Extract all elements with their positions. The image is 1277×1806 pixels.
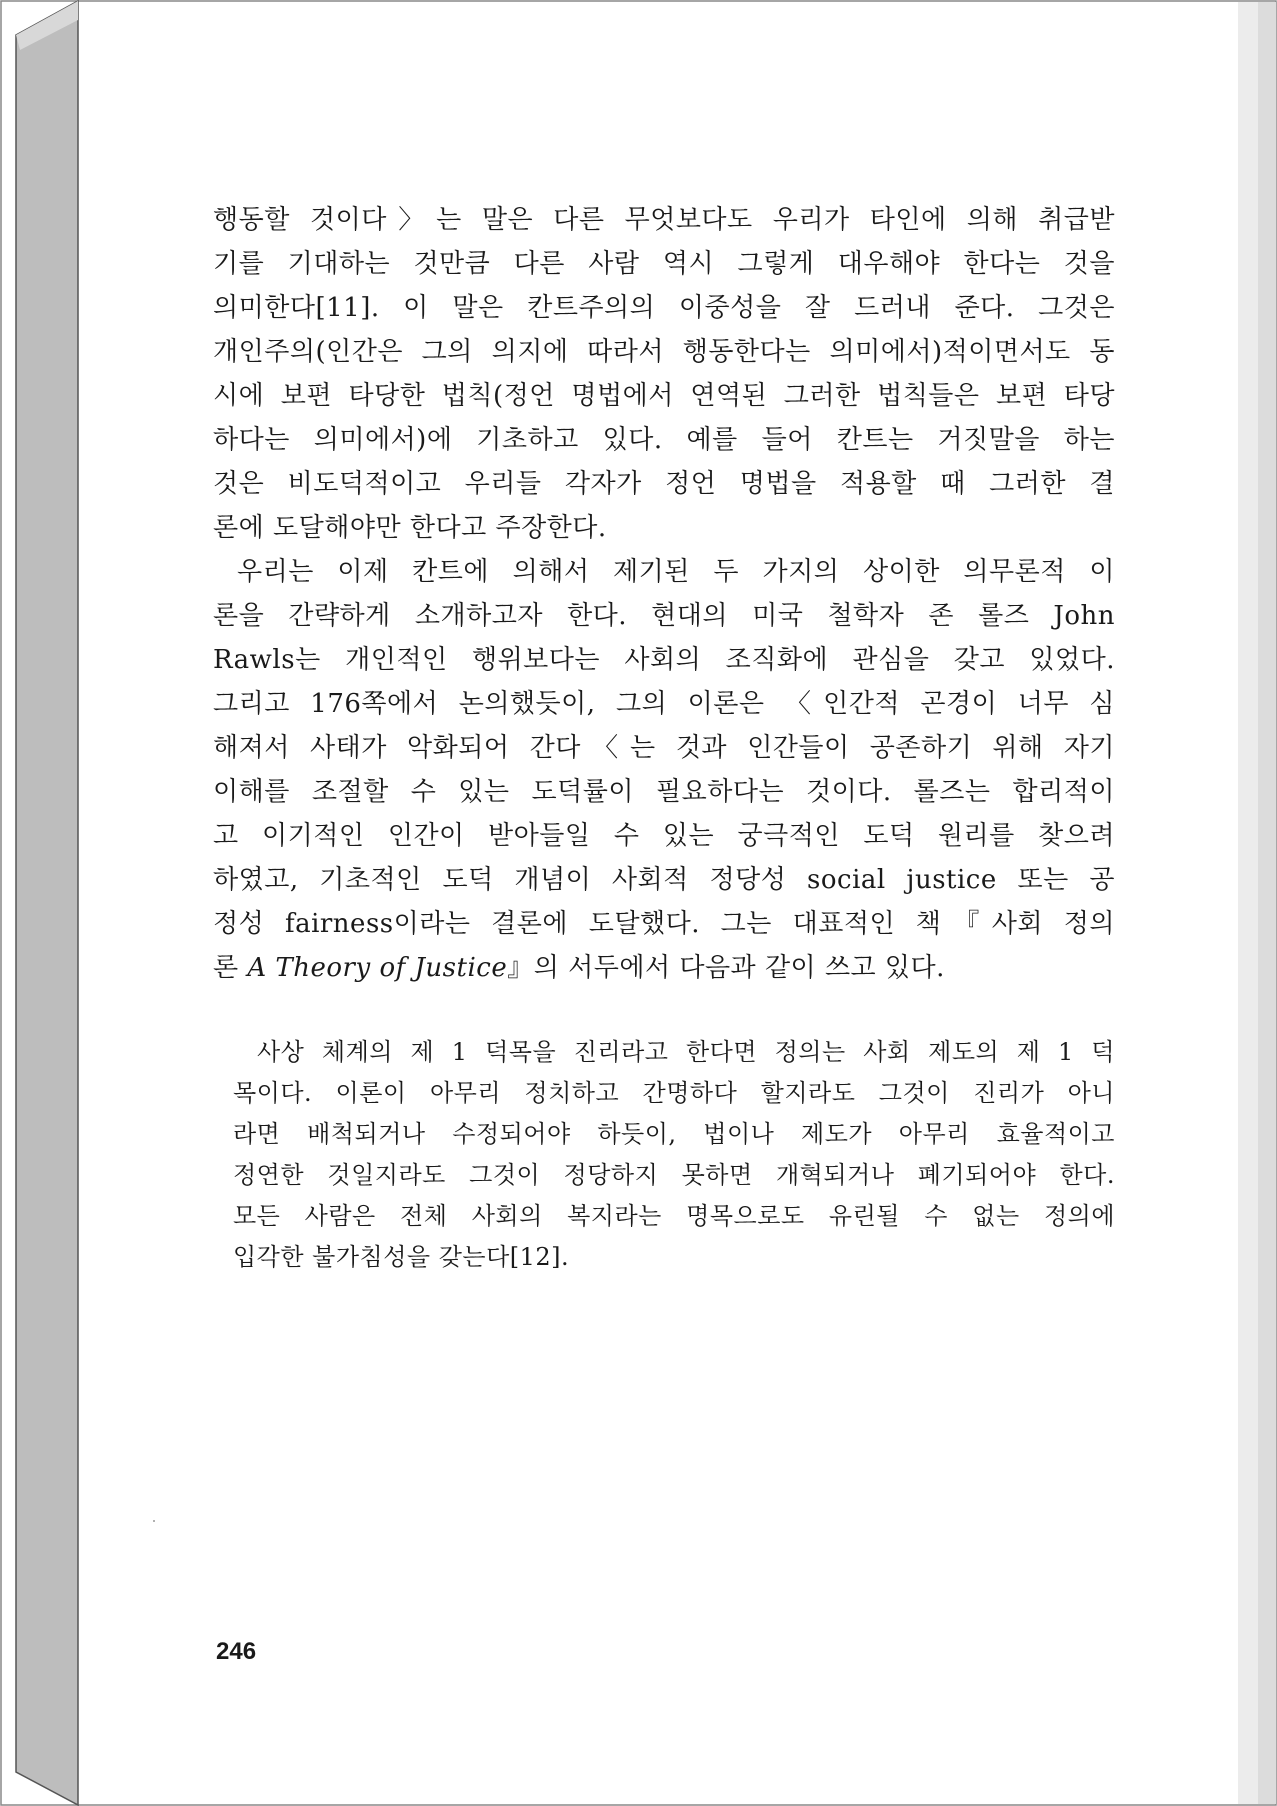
- text-line-final: [213, 946, 1115, 990]
- quote-line: 사상 체계의 제 1 덕목을 진리라고 한다면 정의는 사회 제도의 제 1 덕: [257, 1038, 1115, 1066]
- quote-line: 입각한 불가침성을 갖는다[12].: [233, 1243, 570, 1271]
- text-line: Rawls는 개인적인 행위보다는 사회의 조직화에 관심을 갖고 있었다.: [213, 645, 1115, 675]
- text-line: 하였고, 기초적인 도덕 개념이 사회적 정당성 social justice 또는 공: [213, 865, 1115, 895]
- text-line: 행동할 것이다〉는 말은 다른 무엇보다도 우리가 타인에 의해 취급받: [213, 205, 1115, 235]
- text-line: 해져서 사태가 악화되어 간다〈는 것과 인간들이 공존하기 위해 자기: [213, 733, 1115, 763]
- text-line: 시에 보편 타당한 법칙(정언 명법에서 연역된 그러한 법칙들은 보편 타당: [213, 381, 1115, 411]
- text-line: 우리는 이제 칸트에 의해서 제기된 두 가지의 상이한 의무론적 이: [237, 557, 1115, 587]
- quote-line: 목이다. 이론이 아무리 정치하고 간명하다 할지라도 그것이 진리가 아니: [233, 1079, 1115, 1107]
- text-line: 고 이기적인 인간이 받아들일 수 있는 궁극적인 도덕 원리를 찾으려: [213, 821, 1115, 851]
- text-line: 그리고 176쪽에서 논의했듯이, 그의 이론은 〈인간적 곤경이 너무 심: [213, 689, 1115, 719]
- book-title-italic: A Theory of Justice: [247, 953, 508, 983]
- paragraph-1: [213, 198, 1115, 550]
- text-line: 하다는 의미에서)에 기초하고 있다. 예를 들어 칸트는 거짓말을 하는: [213, 425, 1115, 455]
- text-fragment: 』의 서두에서 다음과 같이 쓰고 있다.: [507, 953, 945, 983]
- quote-line: 라면 배척되거나 수정되어야 하듯이, 법이나 제도가 아무리 효율적이고: [233, 1120, 1115, 1148]
- text-line: 이해를 조절할 수 있는 도덕률이 필요하다는 것이다. 롤즈는 합리적이: [213, 777, 1115, 807]
- text-line: 것은 비도덕적이고 우리들 각자가 정언 명법을 적용할 때 그러한 결: [213, 469, 1115, 499]
- page-body: [213, 198, 1115, 1278]
- text-line: 정성 fairness이라는 결론에 도달했다. 그는 대표적인 책『사회 정의: [213, 909, 1115, 939]
- text-line: 기를 기대하는 것만큼 다른 사람 역시 그렇게 대우해야 한다는 것을: [213, 249, 1115, 279]
- text-fragment: 론: [213, 953, 248, 983]
- text-line: 론을 간략하게 소개하고자 한다. 현대의 미국 철학자 존 롤즈 John: [213, 601, 1115, 631]
- text-line: 의미한다[11]. 이 말은 칸트주의의 이중성을 잘 드러내 준다. 그것은: [213, 293, 1115, 323]
- quote-line: 모든 사람은 전체 사회의 복지라는 명목으로도 유린될 수 없는 정의에: [233, 1202, 1115, 1230]
- text-line: 개인주의(인간은 그의 의지에 따라서 행동한다는 의미에서)적이면서도 동: [213, 337, 1115, 367]
- page-number: 246: [216, 1638, 257, 1665]
- text-line: 론에 도달해야만 한다고 주장한다.: [213, 513, 607, 543]
- scan-speck: [153, 1520, 155, 1522]
- paragraph-2: [213, 550, 1115, 990]
- quote-line: 정연한 것일지라도 그것이 정당하지 못하면 개혁되거나 폐기되어야 한다.: [233, 1161, 1115, 1189]
- block-quote: [233, 1032, 1115, 1278]
